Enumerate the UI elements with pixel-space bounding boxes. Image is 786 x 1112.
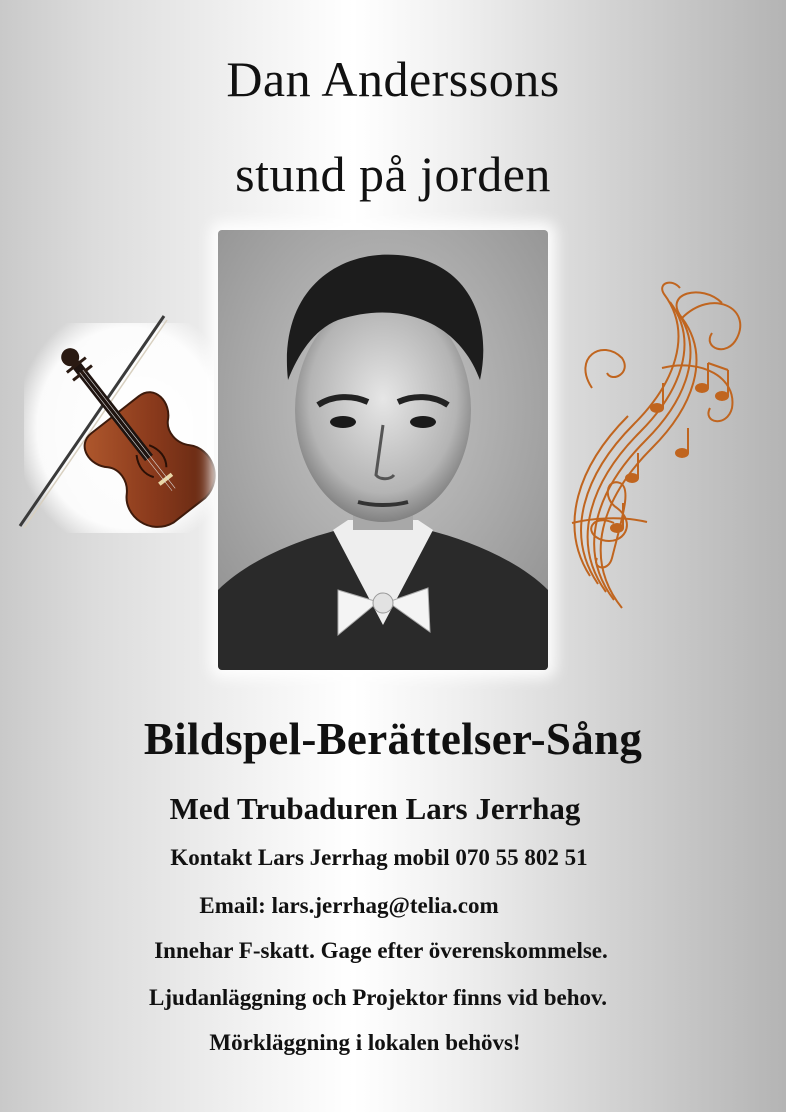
fskatt-line: Innehar F-skatt. Gage efter överenskommelse. bbox=[154, 938, 608, 963]
contact-line: Kontakt Lars Jerrhag mobil 070 55 802 51 bbox=[170, 845, 588, 870]
performer-line: Med Trubaduren Lars Jerrhag bbox=[169, 791, 581, 826]
violin-image bbox=[14, 308, 219, 538]
portrait-photo bbox=[218, 230, 548, 670]
email-line: Email: lars.jerrhag@telia.com bbox=[199, 893, 499, 918]
poster-title-line-2: stund på jorden bbox=[235, 146, 551, 202]
headline: Bildspel-Berättelser-Sång bbox=[143, 714, 643, 764]
poster-title-line-1: Dan Anderssons bbox=[226, 51, 560, 107]
musical-notes-decoration bbox=[562, 278, 752, 613]
darkening-line: Mörkläggning i lokalen behövs! bbox=[209, 1030, 521, 1055]
equipment-line: Ljudanläggning och Projektor finns vid behov. bbox=[149, 985, 607, 1010]
